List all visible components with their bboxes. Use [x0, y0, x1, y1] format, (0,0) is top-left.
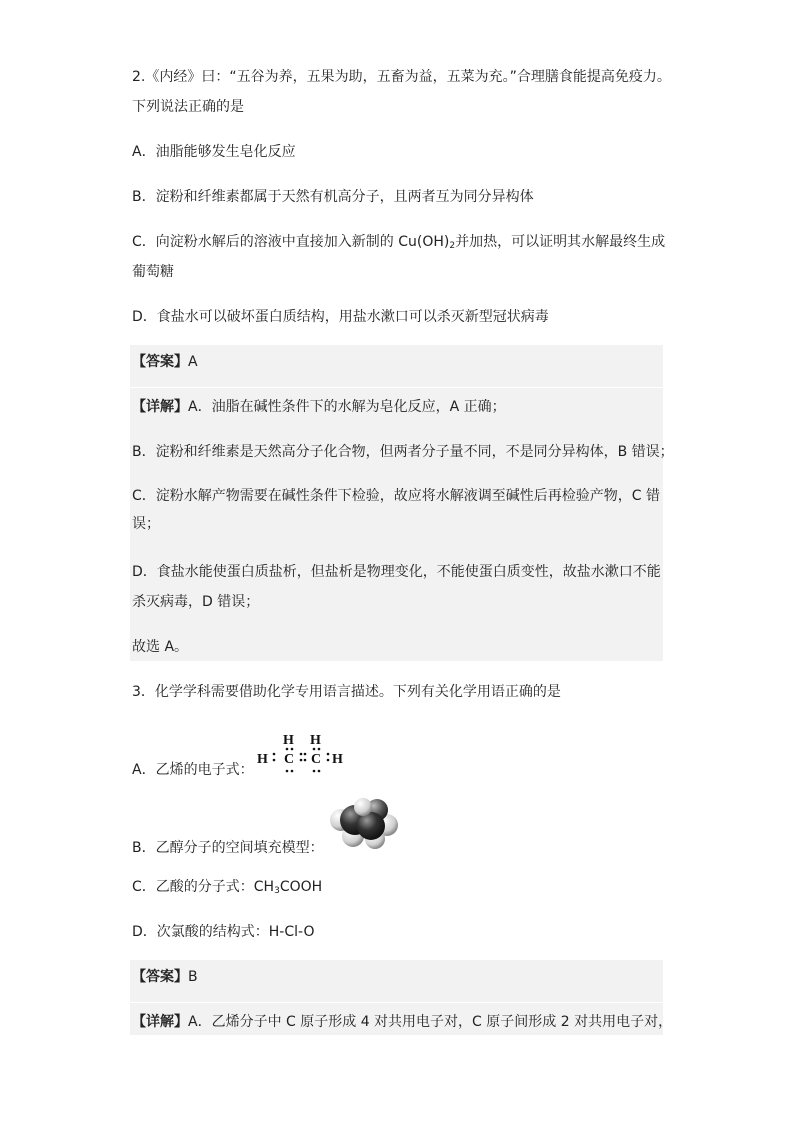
q3-option-a: A．乙烯的电子式： — [132, 762, 254, 778]
answer-label: 【答案】 — [132, 969, 188, 985]
q3-stem: 3．化学学科需要借助化学专用语言描述。下列有关化学用语正确的是 — [132, 684, 561, 700]
lewis-h-right: H — [332, 752, 343, 767]
q2-explanation-block — [130, 388, 663, 661]
q3-option-c-post: COOH — [279, 879, 323, 895]
q3-option-c-pre: C．乙酸的分子式：CH — [132, 879, 275, 895]
answer-label: 【答案】 — [132, 354, 188, 370]
q2-explain-a — [132, 397, 506, 417]
q3-option-d: D．次氯酸的结构式：H-Cl-O — [132, 924, 315, 940]
q2-option-c-post: 并加热，可以证明其水解最终生成 — [455, 234, 666, 250]
q3-explain-a — [132, 1012, 672, 1032]
q2-option-c-line2: 葡萄糖 — [132, 264, 174, 280]
q2-explain-d-line1: D．食盐水能使蛋白质盐析，但盐析是物理变化，不能使蛋白质变性，故盐水漱口不能 — [132, 564, 661, 580]
lewis-c-left: C — [284, 752, 295, 767]
q3-option-b: B．乙醇分子的空间填充模型： — [132, 840, 324, 856]
q2-answer — [132, 352, 198, 372]
q2-explain-c-line2: 误； — [132, 516, 160, 532]
lewis-h-left: H — [257, 752, 268, 767]
explain-label: 【详解】 — [132, 399, 188, 415]
ethylene-lewis-structure — [253, 730, 353, 780]
explain-a-text: A．油脂在碱性条件下的水解为皂化反应，A 正确； — [188, 399, 506, 415]
lewis-h-top-left: H — [283, 733, 294, 748]
q2-option-c-pre: C．向淀粉水解后的溶液中直接加入新制的 Cu(OH) — [132, 234, 450, 250]
q2-option-c — [132, 232, 665, 252]
q2-stem-line2: 下列说法正确的是 — [132, 99, 244, 115]
q3-answer — [132, 967, 198, 987]
q3-option-c — [132, 877, 322, 897]
q2-option-b: B．淀粉和纤维素都属于天然有机高分子，且两者互为同分异构体 — [132, 189, 534, 205]
q2-answer-block — [130, 345, 663, 387]
q3-answer-block — [130, 960, 663, 1002]
answer-value: B — [188, 969, 198, 985]
q2-explain-c-line1: C．淀粉水解产物需要在碱性条件下检验，故应将水解液调至碱性后再检验产物，C 错 — [132, 488, 660, 504]
q2-option-d: D．食盐水可以破坏蛋白质结构，用盐水漱口可以杀灭新型冠状病毒 — [132, 309, 549, 325]
q3-option-c-sub: 3 — [274, 886, 280, 896]
q2-explain-b: B．淀粉和纤维素是天然高分子化合物，但两者分子量不同，不是同分异构体，B 错误； — [132, 444, 674, 460]
q2-explain-d-line2: 杀灭病毒，D 错误； — [132, 594, 260, 610]
q2-option-c-sub: 2 — [449, 241, 456, 251]
q2-option-a: A．油脂能够发生皂化反应 — [132, 144, 296, 160]
ethanol-space-filling-model — [325, 798, 401, 854]
lewis-c-right: C — [311, 752, 322, 767]
q2-conclusion: 故选 A。 — [132, 639, 189, 655]
explain-a-text: A．乙烯分子中 C 原子形成 4 对共用电子对，C 原子间形成 2 对共用电子对， — [188, 1014, 673, 1030]
lewis-h-top-right: H — [310, 733, 321, 748]
explain-label: 【详解】 — [132, 1014, 188, 1030]
answer-value: A — [188, 354, 198, 370]
q2-stem-line1: 2.《内经》曰：“五谷为养，五果为助，五畜为益，五菜为充。”合理膳食能提高免疫力。 — [132, 69, 671, 85]
